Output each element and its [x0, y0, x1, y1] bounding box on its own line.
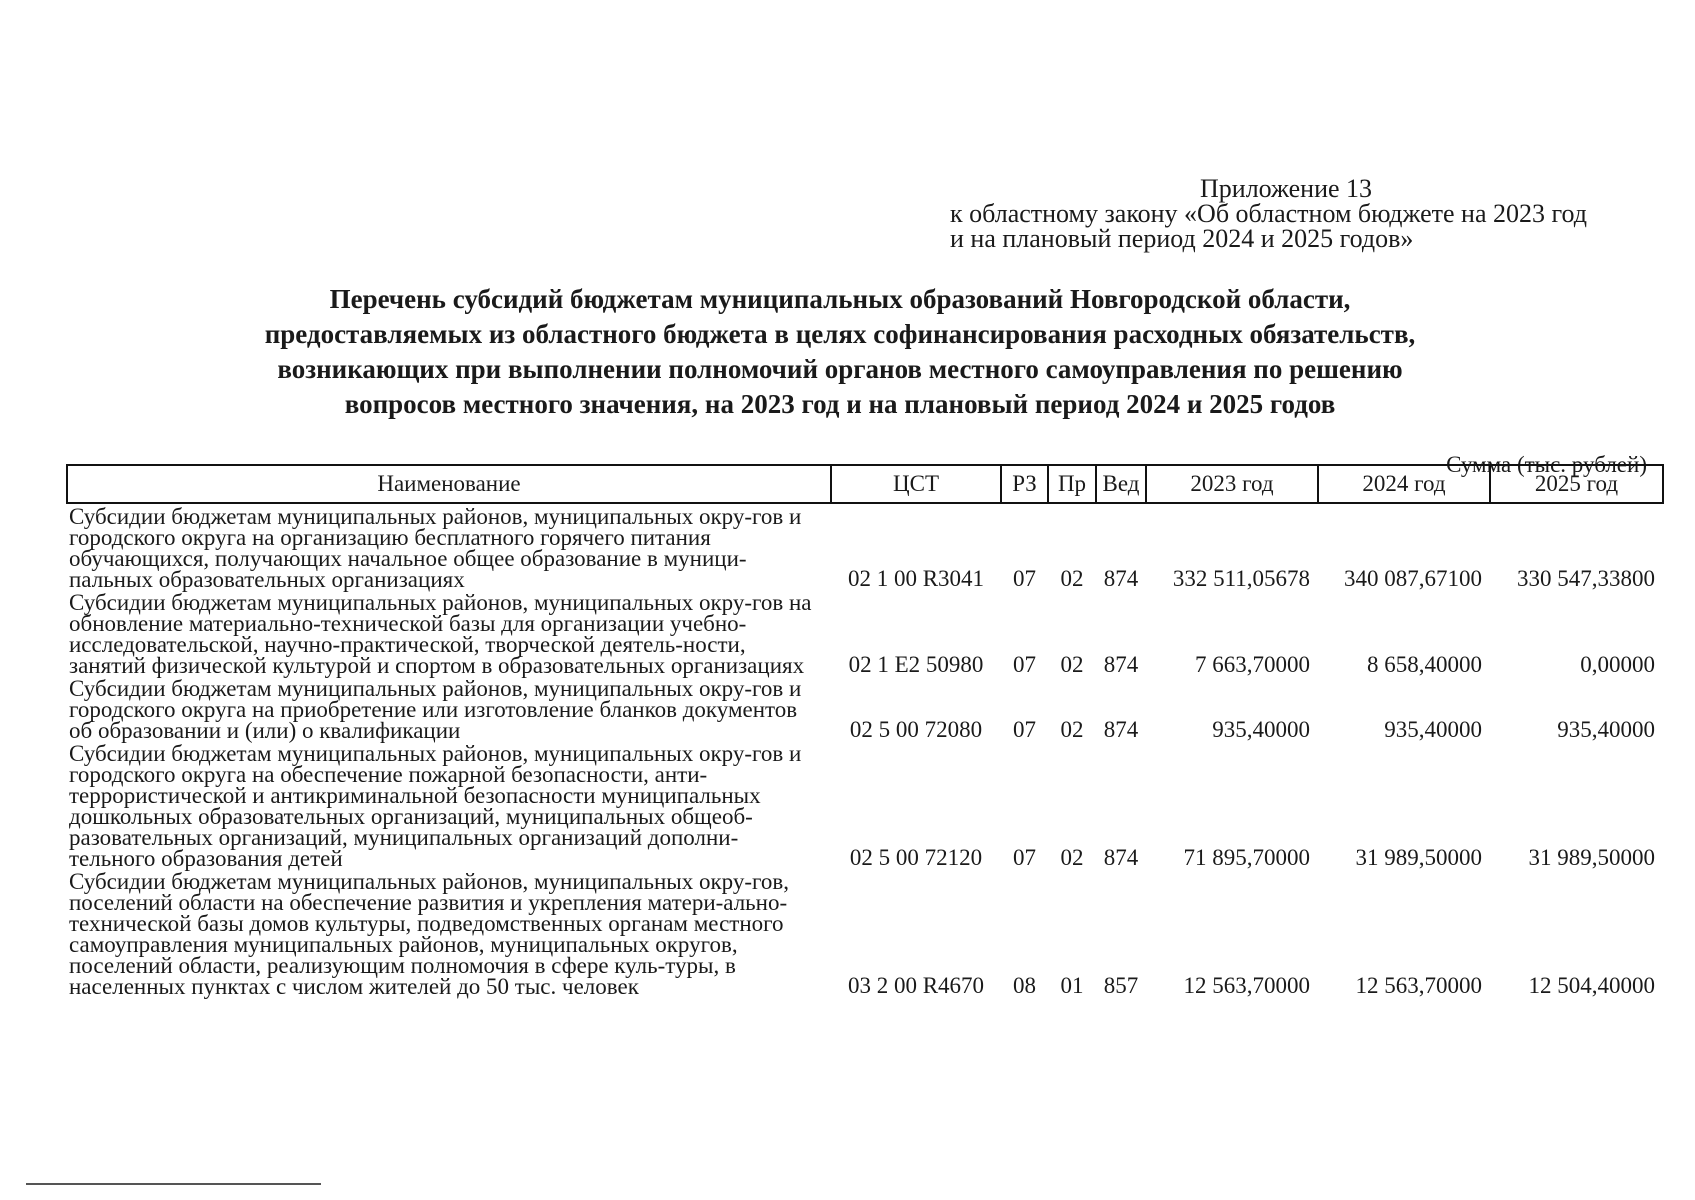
cell-ved: 874 — [1103, 717, 1139, 742]
cell-pr: 02 — [1060, 566, 1084, 591]
header-cst: ЦСТ — [831, 465, 1001, 503]
cell-2023: 935,40000 — [1212, 717, 1310, 742]
cell-rz: 08 — [1013, 973, 1036, 998]
header-2023: 2023 год — [1146, 465, 1318, 503]
cell-ved: 857 — [1103, 973, 1139, 998]
cell-cst: 02 5 00 72120 — [849, 845, 983, 870]
table-row — [67, 676, 1663, 741]
document-title — [200, 282, 1480, 422]
cell-2023: 12 563,70000 — [1183, 973, 1310, 998]
cell-pr: 02 — [1060, 717, 1084, 742]
cell-2024: 340 087,67100 — [1344, 566, 1482, 591]
cell-cst: 02 1 00 R3041 — [847, 566, 985, 591]
table-row — [67, 503, 1663, 590]
cell-name: Субсидии бюджетам муниципальных районов, муниципальных окру-гов, поселений области на обеспечение развития и укрепления матери-ально-технической базы домов культуры, подведомственных органам местного самоуправления муниципальных районов, муниципальных округов, поселений области, реализующим полномочия в сфере куль-туры, в населенных пунктах с числом жителей до 50 тыс. человек — [69, 869, 789, 999]
cell-2024: 935,40000 — [1384, 717, 1482, 742]
cell-ved: 874 — [1103, 566, 1139, 591]
header-2024: 2024 год — [1318, 465, 1490, 503]
cell-name: Субсидии бюджетам муниципальных районов, муниципальных окру-гов и городского округа на обеспечение пожарной безопасности, анти-террористической и антикриминальной безопасности муниципальных дошкольных образовательных организаций, муниципальных общеоб-разовательных организаций, муниципальных организаций дополни-тельного образования детей — [69, 741, 802, 871]
cell-cst: 03 2 00 R4670 — [847, 973, 985, 998]
cell-2025: 935,40000 — [1557, 717, 1655, 742]
cell-rz: 07 — [1013, 717, 1036, 742]
cell-cst: 02 5 00 72080 — [849, 717, 983, 742]
cell-2023: 71 895,70000 — [1183, 845, 1310, 870]
header-2025: 2025 год — [1490, 465, 1663, 503]
cell-2024: 31 989,50000 — [1355, 845, 1482, 870]
table-header-row — [67, 465, 1663, 503]
table-row — [67, 590, 1663, 676]
cell-pr: 02 — [1060, 652, 1084, 677]
title-line-2: предоставляемых из областного бюджета в целях софинансирования расходных обязательств, — [264, 319, 1416, 349]
header-name: Наименование — [67, 465, 831, 503]
header-rz: РЗ — [1001, 465, 1048, 503]
cell-pr: 02 — [1060, 845, 1084, 870]
cell-2024: 12 563,70000 — [1355, 973, 1482, 998]
cell-pr: 01 — [1060, 973, 1084, 998]
units-label: Сумма (тыс. рублей) — [1446, 452, 1647, 477]
cell-name: Субсидии бюджетам муниципальных районов, муниципальных окру-гов и городского округа на организацию бесплатного горячего питания обучающихся, получающих начальное общее образование в муници-пальных образовательных организациях — [69, 504, 802, 592]
cell-rz: 07 — [1013, 566, 1036, 591]
appendix-law-line-1: к областному закону «Об областном бюджете на 2023 год — [950, 199, 1587, 228]
cell-cst: 02 1 E2 50980 — [848, 652, 984, 677]
title-line-4: вопросов местного значения, на 2023 год и на плановый период 2024 и 2025 годов — [344, 389, 1336, 419]
cell-rz: 07 — [1013, 845, 1036, 870]
cell-2025: 12 504,40000 — [1528, 973, 1655, 998]
cell-2023: 7 663,70000 — [1195, 652, 1310, 677]
subsidies-table — [66, 464, 1664, 997]
appendix-law-line-2: и на плановый период 2024 и 2025 годов» — [950, 224, 1414, 253]
cell-2023: 332 511,05678 — [1172, 566, 1310, 591]
appendix-block — [950, 176, 1670, 251]
cell-ved: 874 — [1103, 652, 1139, 677]
cell-2024: 8 658,40000 — [1367, 652, 1482, 677]
cell-name: Субсидии бюджетам муниципальных районов, муниципальных окру-гов на обновление материально-технической базы для организации учебно-исследовательской, научно-практической, творческой деятель-ности, занятий физической культурой и спортом в образовательных организациях — [69, 590, 812, 678]
cell-name: Субсидии бюджетам муниципальных районов, муниципальных окру-гов и городского округа на приобретение или изготовление бланков документов об образовании и (или) о квалификации — [69, 676, 802, 743]
title-line-3: возникающих при выполнении полномочий органов местного самоуправления по решению — [277, 354, 1403, 384]
header-pr: Пр — [1048, 465, 1096, 503]
cell-2025: 31 989,50000 — [1528, 845, 1655, 870]
header-ved: Вед — [1096, 465, 1146, 503]
cell-rz: 07 — [1013, 652, 1036, 677]
table-row — [67, 741, 1663, 869]
appendix-number: Приложение 13 — [1200, 174, 1373, 203]
cell-2025: 330 547,33800 — [1517, 566, 1655, 591]
table-row — [67, 869, 1663, 997]
cell-ved: 874 — [1103, 845, 1139, 870]
title-line-1: Перечень субсидий бюджетам муниципальных образований Новгородской области, — [329, 284, 1351, 314]
cell-2025: 0,00000 — [1580, 652, 1655, 677]
footer-divider — [26, 1183, 321, 1185]
